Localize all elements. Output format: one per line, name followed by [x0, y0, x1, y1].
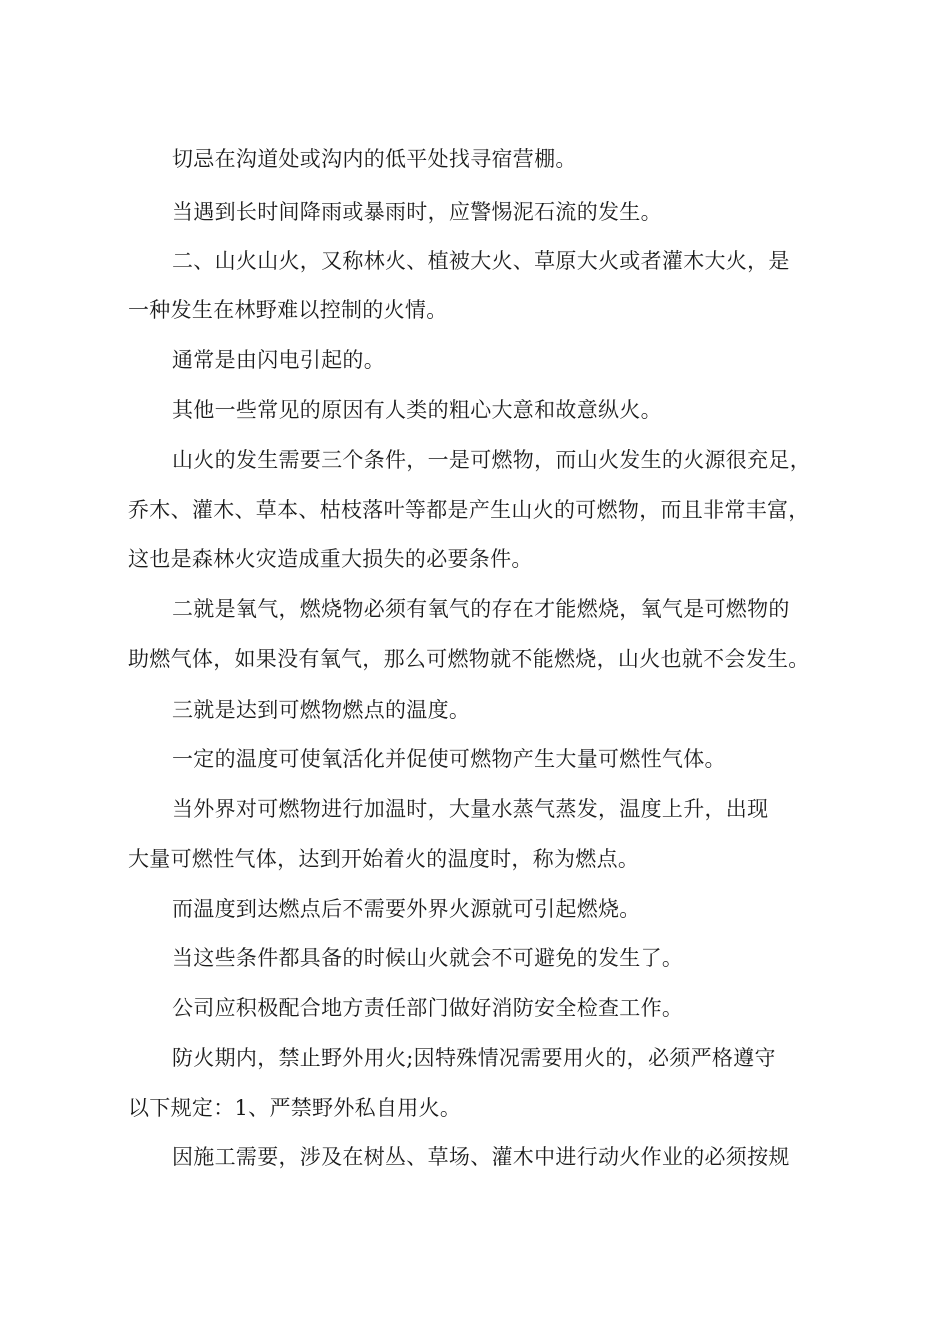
text-line: 当外界对可燃物进行加温时，大量水蒸气蒸发，温度上升，出现	[172, 797, 769, 821]
text-line: 这也是森林火灾造成重大损失的必要条件。	[128, 547, 533, 571]
text-line: 山火的发生需要三个条件，一是可燃物，而山火发生的火源很充足，	[172, 448, 811, 472]
text-line: 大量可燃性气体，达到开始着火的温度时，称为燃点。	[128, 847, 640, 871]
text-line: 一定的温度可使氧活化并促使可燃物产生大量可燃性气体。	[172, 747, 726, 771]
text-line: 一种发生在林野难以控制的火情。	[128, 298, 448, 322]
text-line: 二就是氧气，燃烧物必须有氧气的存在才能燃烧，氧气是可燃物的	[172, 597, 790, 621]
text-line: 当遇到长时间降雨或暴雨时，应警惕泥石流的发生。	[172, 200, 662, 224]
text-line: 切忌在沟道处或沟内的低平处找寻宿营棚。	[172, 147, 577, 171]
text-line: 当这些条件都具备的时候山火就会不可避免的发生了。	[172, 946, 684, 970]
text-line: 而温度到达燃点后不需要外界火源就可引起燃烧。	[172, 897, 641, 921]
text-line: 以下规定：1、严禁野外私自用火。	[128, 1096, 462, 1120]
text-line: 乔木、灌木、草本、枯枝落叶等都是产生山火的可燃物，而且非常丰富，	[128, 498, 810, 522]
text-line: 其他一些常见的原因有人类的粗心大意和故意纵火。	[172, 398, 662, 422]
text-line: 公司应积极配合地方责任部门做好消防安全检查工作。	[172, 996, 684, 1020]
text-line: 三就是达到可燃物燃点的温度。	[172, 698, 471, 722]
text-line: 助燃气体，如果没有氧气，那么可燃物就不能燃烧，山火也就不会发生。	[128, 647, 810, 671]
text-line: 二、山火山火，又称林火、植被大火、草原大火或者灌木大火，是	[172, 249, 790, 273]
text-line: 防火期内，禁止野外用火;因特殊情况需要用火的，必须严格遵守	[172, 1046, 776, 1070]
text-line: 因施工需要，涉及在树丛、草场、灌木中进行动火作业的必须按规	[172, 1145, 790, 1169]
text-line: 通常是由闪电引起的。	[172, 348, 385, 372]
